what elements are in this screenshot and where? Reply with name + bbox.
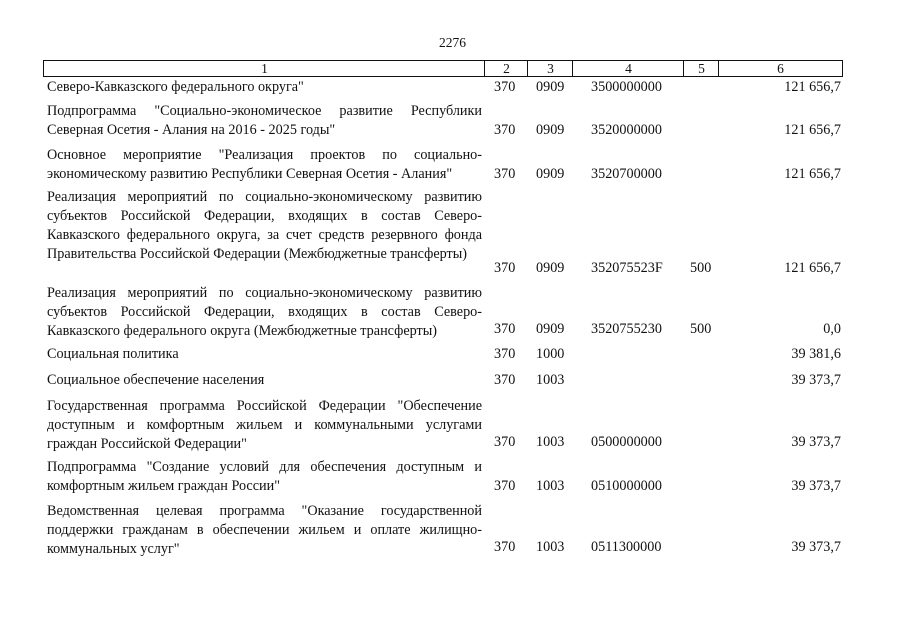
row-rz: 0909 <box>536 79 565 95</box>
row-description: Северо-Кавказского федерального округа" <box>47 79 304 95</box>
row-rz: 1000 <box>536 346 565 362</box>
row-description: Социальная политика <box>47 346 179 362</box>
row-cs: 3520000000 <box>591 122 662 138</box>
row-rz: 0909 <box>536 166 565 182</box>
row-rz: 1003 <box>536 539 565 555</box>
row-cs: 3500000000 <box>591 79 662 95</box>
row-gr: 370 <box>494 346 516 362</box>
table-row <box>0 146 905 184</box>
row-gr: 370 <box>494 122 516 138</box>
table-row <box>0 188 905 278</box>
row-gr: 370 <box>494 166 516 182</box>
row-vr: 500 <box>690 321 712 337</box>
row-amount: 39 373,7 <box>791 434 841 450</box>
row-cs: 3520700000 <box>591 166 662 182</box>
row-description: Реализация мероприятий по социально-экономическому развитию субъектов Российской Федерации, входящих в состав Северо-Кавказского федерального округа (Межбюджетные трансферты) <box>47 285 482 339</box>
row-rz: 0909 <box>536 260 565 276</box>
row-cs: 3520755230 <box>591 321 662 337</box>
header-col-4: 4 <box>572 60 684 77</box>
row-cs: 0500000000 <box>591 434 662 450</box>
row-gr: 370 <box>494 79 516 95</box>
header-col-6: 6 <box>718 60 843 77</box>
row-description: Государственная программа Российской Федерации "Обеспечение доступным и комфортным жильем и коммунальными услугами граждан Российской Федерации" <box>47 398 482 452</box>
table-row <box>0 78 905 97</box>
table-row <box>0 284 905 339</box>
row-amount: 39 373,7 <box>791 478 841 494</box>
table-row <box>0 502 905 557</box>
row-rz: 0909 <box>536 122 565 138</box>
row-gr: 370 <box>494 478 516 494</box>
row-gr: 370 <box>494 321 516 337</box>
header-col-2: 2 <box>484 60 528 77</box>
row-gr: 370 <box>494 539 516 555</box>
row-vr: 500 <box>690 260 712 276</box>
row-description: Подпрограмма "Социально-экономическое развитие Республики Северная Осетия - Алания на 2016 - 2025 годы" <box>47 103 482 138</box>
page-number: 2276 <box>439 35 466 50</box>
row-cs: 0510000000 <box>591 478 662 494</box>
row-description: Подпрограмма "Создание условий для обеспечения доступным и комфортным жильем граждан России" <box>47 459 482 494</box>
table-row <box>0 371 905 390</box>
row-gr: 370 <box>494 372 516 388</box>
row-amount: 0,0 <box>823 321 841 337</box>
table-row <box>0 397 905 452</box>
row-description: Основное мероприятие "Реализация проектов по социально-экономическому развитию Республики Северная Осетия - Алания" <box>47 147 482 182</box>
header-col-5: 5 <box>683 60 719 77</box>
row-gr: 370 <box>494 260 516 276</box>
row-rz: 0909 <box>536 321 565 337</box>
row-description: Реализация мероприятий по социально-экономическому развитию субъектов Российской Федерации, входящих в состав Северо-Кавказского федерального округа, за счет средств резервного фонда Правительства Российской Федерации (Межбюджетные трансферты) <box>47 189 482 262</box>
row-rz: 1003 <box>536 372 565 388</box>
row-description: Социальное обеспечение населения <box>47 372 265 388</box>
row-rz: 1003 <box>536 478 565 494</box>
row-cs: 0511300000 <box>591 539 662 555</box>
row-description: Ведомственная целевая программа "Оказание государственной поддержки гражданам в обеспечении жильем и оплате жилищно-коммунальных услуг" <box>47 503 482 557</box>
table-row <box>0 458 905 496</box>
table-row <box>0 345 905 364</box>
header-col-1: 1 <box>43 60 485 77</box>
row-amount: 121 656,7 <box>784 260 841 276</box>
row-cs: 352075523F <box>591 260 663 276</box>
row-gr: 370 <box>494 434 516 450</box>
row-amount: 121 656,7 <box>784 166 841 182</box>
row-amount: 121 656,7 <box>784 79 841 95</box>
row-amount: 39 381,6 <box>791 346 841 362</box>
row-amount: 39 373,7 <box>791 539 841 555</box>
row-amount: 121 656,7 <box>784 122 841 138</box>
row-amount: 39 373,7 <box>791 372 841 388</box>
table-row <box>0 102 905 140</box>
header-col-3: 3 <box>527 60 573 77</box>
row-rz: 1003 <box>536 434 565 450</box>
